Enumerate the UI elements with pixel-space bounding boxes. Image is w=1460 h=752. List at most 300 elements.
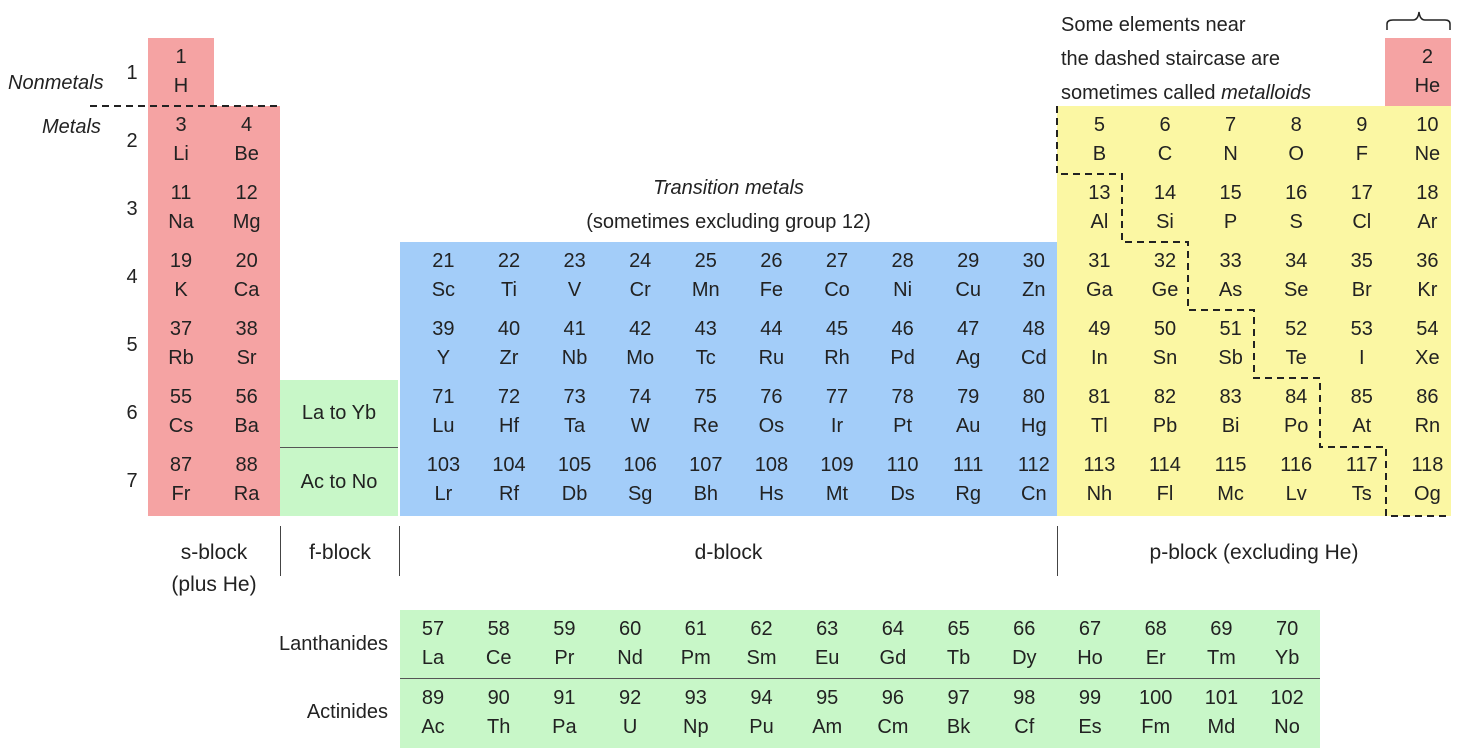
atomic-number: 4 xyxy=(241,114,253,136)
element-symbol: Fr xyxy=(171,483,191,505)
actinide-cell xyxy=(400,679,466,747)
atomic-number: 93 xyxy=(684,687,707,709)
element-symbol: Ru xyxy=(758,347,785,369)
atomic-number: 32 xyxy=(1153,250,1177,272)
element-symbol: Tc xyxy=(695,347,716,369)
atomic-number: 34 xyxy=(1285,250,1308,272)
element-symbol: Ga xyxy=(1086,279,1113,301)
actinide-cell xyxy=(991,679,1057,747)
metals-label: Metals xyxy=(42,116,101,138)
element-symbol: Ti xyxy=(501,279,517,301)
element-cell xyxy=(1001,310,1067,378)
element-cell xyxy=(1066,310,1132,378)
element-symbol: Lv xyxy=(1285,483,1307,505)
atomic-number: 60 xyxy=(618,618,642,640)
f-placeholder-period7: Ac to No xyxy=(280,448,398,516)
element-symbol: Zr xyxy=(499,347,519,369)
element-cell xyxy=(148,378,214,446)
element-symbol: Li xyxy=(173,143,189,165)
element-symbol: Rf xyxy=(499,483,519,505)
s-block-label-line2: (plus He) xyxy=(171,573,257,596)
actinide-cell xyxy=(1123,679,1189,747)
lanthanide-cell xyxy=(729,610,795,678)
atomic-number: 67 xyxy=(1078,618,1102,640)
atomic-number: 15 xyxy=(1219,182,1242,204)
atomic-number: 117 xyxy=(1345,454,1378,476)
atomic-number: 38 xyxy=(235,318,258,340)
element-symbol: Sb xyxy=(1218,347,1243,369)
metalloids-word: metalloids xyxy=(1221,82,1312,104)
element-symbol: Cs xyxy=(168,415,194,437)
lanthanide-cell xyxy=(400,610,466,678)
element-symbol: Au xyxy=(955,415,981,437)
element-cell xyxy=(673,446,739,514)
metalloid-note-line2: the dashed staircase are xyxy=(1061,48,1281,70)
element-symbol: La xyxy=(421,647,445,669)
element-symbol: Hg xyxy=(1021,415,1047,437)
element-symbol: K xyxy=(174,279,188,301)
atomic-number: 68 xyxy=(1144,618,1167,640)
element-cell xyxy=(1263,378,1329,446)
actinide-cell xyxy=(1188,679,1254,747)
lanthanide-cell xyxy=(1057,610,1123,678)
atomic-number: 6 xyxy=(1159,114,1171,136)
element-symbol: S xyxy=(1289,211,1303,233)
element-symbol: Ar xyxy=(1417,211,1438,233)
element-cell xyxy=(1394,242,1460,310)
element-symbol: Mc xyxy=(1217,483,1244,505)
atomic-number: 13 xyxy=(1088,182,1111,204)
metalloid-note-line1: Some elements near xyxy=(1061,14,1246,36)
atomic-number: 104 xyxy=(492,454,526,476)
element-cell xyxy=(1198,242,1264,310)
element-cell xyxy=(1132,446,1198,514)
element-symbol: V xyxy=(567,279,582,301)
atomic-number: 51 xyxy=(1219,318,1242,340)
atomic-number: 70 xyxy=(1275,618,1299,640)
lanthanide-cell xyxy=(926,610,992,678)
element-cell xyxy=(1132,242,1198,310)
element-symbol: Zn xyxy=(1022,279,1046,301)
p-block-label: p-block (excluding He) xyxy=(1149,541,1359,564)
element-symbol: Mn xyxy=(691,279,720,301)
element-symbol: Cf xyxy=(1014,716,1035,738)
f-placeholder-divider xyxy=(280,447,398,448)
atomic-number: 110 xyxy=(886,454,919,476)
atomic-number: 81 xyxy=(1088,386,1111,408)
atomic-number: 116 xyxy=(1280,454,1313,476)
element-cell xyxy=(738,446,804,514)
element-cell xyxy=(410,310,476,378)
element-cell xyxy=(1394,106,1460,174)
element-symbol: H xyxy=(173,75,189,97)
element-symbol: N xyxy=(1223,143,1238,165)
element-cell xyxy=(1329,242,1395,310)
element-cell xyxy=(607,242,673,310)
element-symbol: Ni xyxy=(893,279,913,301)
element-cell xyxy=(148,242,214,310)
element-symbol: Ag xyxy=(955,347,981,369)
atomic-number: 92 xyxy=(618,687,642,709)
actinide-cell xyxy=(466,679,532,747)
element-symbol: Na xyxy=(168,211,194,233)
element-cell xyxy=(148,310,214,378)
element-cell xyxy=(214,378,280,446)
element-symbol: Os xyxy=(758,415,785,437)
atomic-number: 47 xyxy=(957,318,980,340)
element-symbol: Lu xyxy=(432,415,455,437)
atomic-number: 42 xyxy=(629,318,652,340)
atomic-number: 1 xyxy=(175,46,187,68)
atomic-number: 102 xyxy=(1270,687,1304,709)
element-cell xyxy=(673,310,739,378)
d-block-label: d-block xyxy=(694,541,763,564)
element-cell xyxy=(673,242,739,310)
element-symbol: Hs xyxy=(759,483,784,505)
atomic-number: 25 xyxy=(694,250,717,272)
atomic-number: 87 xyxy=(169,454,193,476)
element-cell xyxy=(148,106,214,174)
lanthanide-cell xyxy=(860,610,926,678)
element-cell xyxy=(410,242,476,310)
element-cell xyxy=(476,310,542,378)
element-symbol: Re xyxy=(693,415,719,437)
actinide-cell xyxy=(597,679,663,747)
element-symbol: Cd xyxy=(1021,347,1047,369)
atomic-number: 53 xyxy=(1350,318,1373,340)
atomic-number: 46 xyxy=(891,318,914,340)
atomic-number: 59 xyxy=(553,618,576,640)
period-6: 6 xyxy=(126,402,138,424)
atomic-number: 76 xyxy=(760,386,783,408)
atomic-number: 101 xyxy=(1204,687,1239,709)
element-cell xyxy=(607,378,673,446)
element-symbol: Te xyxy=(1285,347,1307,369)
atomic-number: 35 xyxy=(1350,250,1373,272)
atomic-number: 36 xyxy=(1416,250,1439,272)
element-cell xyxy=(410,378,476,446)
atomic-number: 79 xyxy=(957,386,980,408)
element-symbol: Tl xyxy=(1091,415,1108,437)
atomic-number: 118 xyxy=(1411,454,1444,476)
element-cell xyxy=(1198,174,1264,242)
element-symbol: Sn xyxy=(1152,347,1178,369)
atomic-number: 14 xyxy=(1153,182,1177,204)
atomic-number: 33 xyxy=(1219,250,1242,272)
element-symbol: B xyxy=(1092,143,1107,165)
element-symbol: He xyxy=(1414,75,1441,97)
period-2: 2 xyxy=(126,130,138,152)
atomic-number: 71 xyxy=(432,386,455,408)
atomic-number: 84 xyxy=(1285,386,1308,408)
element-cell xyxy=(214,174,280,242)
atomic-number: 107 xyxy=(689,454,723,476)
element-cell xyxy=(148,38,214,106)
element-cell xyxy=(476,378,542,446)
element-symbol: Rh xyxy=(824,347,850,369)
element-symbol: Sr xyxy=(236,347,257,369)
atomic-number: 62 xyxy=(750,618,773,640)
element-cell xyxy=(1394,310,1460,378)
actinide-cell xyxy=(860,679,926,747)
element-symbol: Pa xyxy=(552,716,577,738)
atomic-number: 12 xyxy=(235,182,258,204)
actinide-cell xyxy=(926,679,992,747)
element-symbol: Nd xyxy=(617,647,643,669)
atomic-number: 108 xyxy=(754,454,789,476)
period-7: 7 xyxy=(126,470,138,492)
actinide-cell xyxy=(531,679,597,747)
atomic-number: 44 xyxy=(760,318,783,340)
element-cell xyxy=(935,378,1001,446)
lanthanide-cell xyxy=(1188,610,1254,678)
atomic-number: 52 xyxy=(1285,318,1308,340)
element-symbol: Cl xyxy=(1352,211,1372,233)
atomic-number: 55 xyxy=(169,386,193,408)
element-symbol: Pu xyxy=(749,716,774,738)
element-symbol: Bh xyxy=(693,483,719,505)
element-cell xyxy=(804,310,870,378)
element-symbol: Mo xyxy=(626,347,655,369)
element-symbol: F xyxy=(1355,143,1368,165)
element-symbol: C xyxy=(1157,143,1173,165)
element-symbol: No xyxy=(1274,716,1300,738)
element-cell xyxy=(935,242,1001,310)
atomic-number: 21 xyxy=(432,250,455,272)
element-symbol: Cu xyxy=(955,279,981,301)
element-cell xyxy=(935,446,1001,514)
element-symbol: Cr xyxy=(629,279,651,301)
atomic-number: 63 xyxy=(816,618,839,640)
element-cell xyxy=(1263,446,1329,514)
atomic-number: 31 xyxy=(1088,250,1111,272)
element-cell xyxy=(738,378,804,446)
element-symbol: Sc xyxy=(431,279,456,301)
element-cell xyxy=(410,446,476,514)
element-cell xyxy=(1394,38,1460,106)
element-symbol: Md xyxy=(1207,716,1236,738)
element-cell xyxy=(1329,106,1395,174)
atomic-number: 90 xyxy=(487,687,510,709)
atomic-number: 2 xyxy=(1421,46,1433,68)
element-symbol: Ne xyxy=(1414,143,1441,165)
atomic-number: 37 xyxy=(169,318,193,340)
lanthanide-cell xyxy=(597,610,663,678)
metalloid-note-line3-text: sometimes called xyxy=(1061,82,1222,104)
atomic-number: 72 xyxy=(497,386,521,408)
element-cell xyxy=(1132,106,1198,174)
element-symbol: Pm xyxy=(680,647,711,669)
element-symbol: Ho xyxy=(1077,647,1103,669)
element-cell xyxy=(1198,378,1264,446)
element-cell xyxy=(738,310,804,378)
element-symbol: Ac xyxy=(421,716,445,738)
element-symbol: Co xyxy=(824,279,850,301)
atomic-number: 96 xyxy=(881,687,905,709)
element-cell xyxy=(804,446,870,514)
element-cell xyxy=(542,378,608,446)
element-symbol: Tm xyxy=(1206,647,1236,669)
atomic-number: 82 xyxy=(1153,386,1177,408)
actinide-cell xyxy=(1057,679,1123,747)
element-cell xyxy=(214,242,280,310)
transition-metals-title: Transition metals xyxy=(653,177,804,199)
atomic-number: 105 xyxy=(557,454,592,476)
element-symbol: Cm xyxy=(877,716,909,738)
element-cell xyxy=(1066,242,1132,310)
element-symbol: Er xyxy=(1145,647,1166,669)
element-symbol: Yb xyxy=(1274,647,1300,669)
atomic-number: 88 xyxy=(235,454,258,476)
metalloid-note-line3 xyxy=(1061,76,1391,110)
atomic-number: 113 xyxy=(1083,454,1116,476)
element-cell xyxy=(804,242,870,310)
element-symbol: Ge xyxy=(1151,279,1179,301)
element-cell xyxy=(148,174,214,242)
element-symbol: Am xyxy=(812,716,843,738)
atomic-number: 89 xyxy=(421,687,445,709)
element-cell xyxy=(1001,446,1067,514)
atomic-number: 114 xyxy=(1149,454,1181,476)
element-cell xyxy=(607,446,673,514)
element-symbol: Og xyxy=(1414,483,1441,505)
element-cell xyxy=(673,378,739,446)
element-cell xyxy=(870,446,936,514)
element-symbol: Ce xyxy=(485,647,512,669)
atomic-number: 91 xyxy=(553,687,576,709)
f-block-label: f-block xyxy=(309,541,371,564)
element-symbol: Ds xyxy=(890,483,915,505)
element-symbol: Ba xyxy=(234,415,259,437)
element-cell xyxy=(870,310,936,378)
actinide-cell xyxy=(729,679,795,747)
element-symbol: Pr xyxy=(554,647,575,669)
element-cell xyxy=(1263,242,1329,310)
element-cell xyxy=(542,446,608,514)
atomic-number: 54 xyxy=(1416,318,1439,340)
element-symbol: I xyxy=(1359,347,1365,369)
atomic-number: 40 xyxy=(497,318,521,340)
element-cell xyxy=(1066,106,1132,174)
element-symbol: Rb xyxy=(168,347,194,369)
element-symbol: Se xyxy=(1283,279,1309,301)
lanthanide-cell xyxy=(1123,610,1189,678)
element-symbol: Lr xyxy=(434,483,453,505)
atomic-number: 11 xyxy=(170,182,192,204)
atomic-number: 7 xyxy=(1225,114,1237,136)
element-symbol: O xyxy=(1288,143,1304,165)
element-cell xyxy=(214,310,280,378)
s-block-label xyxy=(148,537,280,601)
element-cell xyxy=(1001,378,1067,446)
atomic-number: 23 xyxy=(563,250,586,272)
element-symbol: Nb xyxy=(561,347,588,369)
actinide-cell xyxy=(663,679,729,747)
element-symbol: Dy xyxy=(1012,647,1037,669)
element-symbol: Sg xyxy=(627,483,653,505)
atomic-number: 69 xyxy=(1210,618,1233,640)
element-symbol: Tb xyxy=(946,647,971,669)
lanthanide-cell xyxy=(466,610,532,678)
element-symbol: Pt xyxy=(893,415,913,437)
element-symbol: Br xyxy=(1351,279,1372,301)
atomic-number: 16 xyxy=(1285,182,1308,204)
atomic-number: 50 xyxy=(1153,318,1177,340)
atomic-number: 30 xyxy=(1022,250,1045,272)
element-cell xyxy=(476,446,542,514)
atomic-number: 26 xyxy=(760,250,783,272)
atomic-number: 41 xyxy=(563,318,586,340)
element-symbol: Rg xyxy=(955,483,981,505)
he-brace xyxy=(1387,12,1450,30)
lanthanide-cell xyxy=(1254,610,1320,678)
element-cell xyxy=(1132,310,1198,378)
actinides-label: Actinides xyxy=(306,701,388,723)
element-cell xyxy=(870,242,936,310)
atomic-number: 65 xyxy=(947,618,970,640)
element-cell xyxy=(148,446,214,514)
atomic-number: 8 xyxy=(1290,114,1302,136)
nonmetals-label: Nonmetals xyxy=(8,72,104,94)
element-cell xyxy=(1198,106,1264,174)
element-symbol: Db xyxy=(561,483,588,505)
element-cell xyxy=(1066,174,1132,242)
element-symbol: Hf xyxy=(499,415,519,437)
element-cell xyxy=(214,446,280,514)
element-symbol: Ta xyxy=(564,415,586,437)
element-cell xyxy=(738,242,804,310)
element-symbol: Es xyxy=(1078,716,1102,738)
atomic-number: 48 xyxy=(1022,318,1045,340)
atomic-number: 77 xyxy=(825,386,849,408)
element-symbol: Fl xyxy=(1156,483,1174,505)
atomic-number: 18 xyxy=(1416,182,1439,204)
element-cell xyxy=(1263,310,1329,378)
atomic-number: 109 xyxy=(820,454,854,476)
atomic-number: 75 xyxy=(694,386,717,408)
atomic-number: 73 xyxy=(563,386,586,408)
period-3: 3 xyxy=(126,198,138,220)
period-1: 1 xyxy=(126,62,138,84)
atomic-number: 17 xyxy=(1350,182,1373,204)
atomic-number: 111 xyxy=(952,454,984,476)
atomic-number: 103 xyxy=(426,454,461,476)
element-cell xyxy=(935,310,1001,378)
element-cell xyxy=(1394,446,1460,514)
element-symbol: Np xyxy=(683,716,709,738)
element-symbol: Fe xyxy=(759,279,784,301)
atomic-number: 64 xyxy=(881,618,905,640)
element-symbol: Be xyxy=(234,143,259,165)
lanthanides-label: Lanthanides xyxy=(279,633,388,655)
atomic-number: 83 xyxy=(1219,386,1242,408)
element-symbol: Ir xyxy=(830,415,844,437)
element-symbol: Ts xyxy=(1351,483,1372,505)
element-cell xyxy=(1132,174,1198,242)
element-cell xyxy=(1263,174,1329,242)
atomic-number: 43 xyxy=(694,318,717,340)
element-cell xyxy=(1198,310,1264,378)
lanthanide-cell xyxy=(531,610,597,678)
element-symbol: P xyxy=(1223,211,1238,233)
atomic-number: 9 xyxy=(1356,114,1368,136)
period-5: 5 xyxy=(126,334,138,356)
element-cell xyxy=(542,310,608,378)
element-symbol: Bk xyxy=(946,716,971,738)
s-block-label-line1: s-block xyxy=(180,541,248,564)
lanthanide-cell xyxy=(663,610,729,678)
element-symbol: Fm xyxy=(1141,716,1171,738)
